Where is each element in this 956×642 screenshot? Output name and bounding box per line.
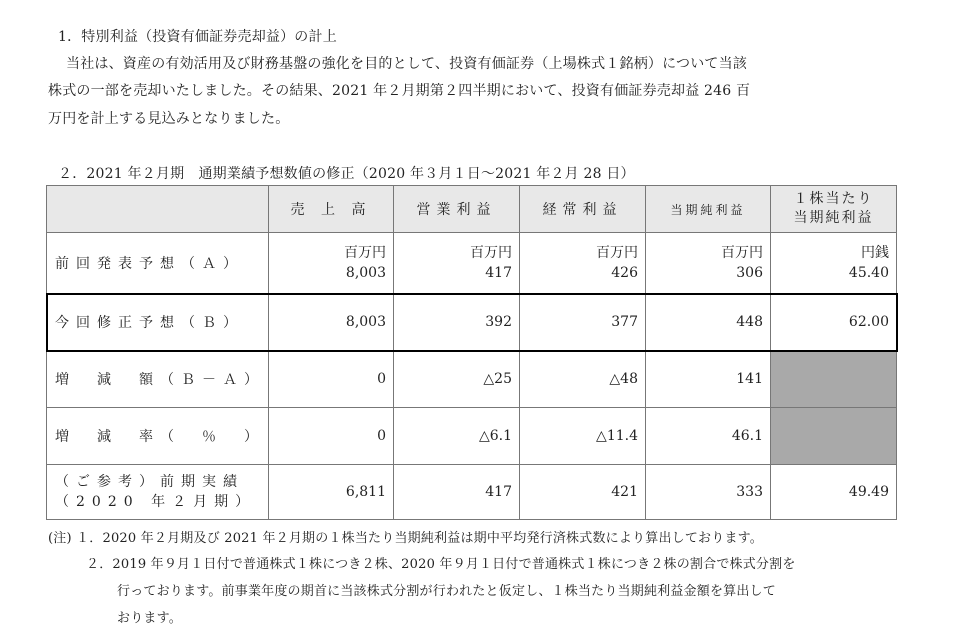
cell-sales: 0 — [269, 351, 394, 408]
row-label: 前回発表予想（Ａ） — [47, 233, 269, 294]
header-net-income: 当期純利益 — [646, 186, 771, 233]
value: 45.40 — [848, 265, 889, 281]
table-header-row — [47, 186, 897, 233]
cell-net-income: 141 — [646, 351, 771, 408]
cell-net-income: 46.1 — [646, 408, 771, 465]
note-2-line3: おります。 — [117, 611, 182, 626]
cell-ordinary-income: △48 — [520, 351, 646, 408]
table-row-change-rate — [47, 408, 897, 465]
cell-sales — [269, 233, 394, 294]
table-row-difference — [47, 351, 897, 408]
cell-sales: 8,003 — [269, 294, 394, 351]
table-row-previous-forecast — [47, 233, 897, 294]
cell-operating-income: △6.1 — [394, 408, 520, 465]
value: 8,003 — [345, 265, 386, 281]
cell-eps — [771, 233, 897, 294]
value: 417 — [485, 265, 512, 281]
header-eps-line1: １株当たり — [793, 191, 874, 207]
row-label: 今回修正予想（Ｂ） — [47, 294, 269, 351]
cell-sales: 6,811 — [269, 465, 394, 520]
unit-million-yen: 百万円 — [596, 245, 638, 261]
note-2-line2: 行っております。前事業年度の期首に当該株式分割が行われたと仮定し、１株当たり当期純利益金額を算出して — [117, 584, 776, 599]
cell-operating-income — [394, 233, 520, 294]
header-operating-income: 営業利益 — [394, 186, 520, 233]
cell-ordinary-income: 377 — [520, 294, 646, 351]
cell-operating-income: △25 — [394, 351, 520, 408]
row-label: 増 減 額（Ｂ－Ａ） — [47, 351, 269, 408]
table-row-revised-forecast — [47, 294, 897, 351]
table-row-prior-year-actual — [47, 465, 897, 520]
unit-million-yen: 百万円 — [344, 245, 386, 261]
cell-operating-income: 392 — [394, 294, 520, 351]
forecast-revision-table — [46, 185, 897, 520]
cell-ordinary-income: △11.4 — [520, 408, 646, 465]
note-2-line1: ２．2019 年９月１日付で普通株式１株につき２株、2020 年９月１日付で普通株式１株につき２株の割合で株式分割を — [86, 557, 796, 572]
note-1: (注) １．2020 年２月期及び 2021 年２月期の１株当たり当期純利益は期中平均発行済株式数により算出しております。 — [48, 531, 764, 546]
section2-title: ２．2021 年２月期 通期業績予想数値の修正（2020 年３月１日～2021 年２月 28 日） — [58, 166, 635, 182]
cell-eps-shaded — [771, 351, 897, 408]
section1-body-line2: 株式の一部を売却いたしました。その結果、2021 年２月期第２四半期において、投資有価証券売却益 246 百 — [48, 83, 751, 99]
cell-operating-income: 417 — [394, 465, 520, 520]
row-label — [47, 465, 269, 520]
cell-net-income: 333 — [646, 465, 771, 520]
row-label: 増 減 率（ ％ ） — [47, 408, 269, 465]
cell-eps-shaded — [771, 408, 897, 465]
header-eps-line2: 当期純利益 — [793, 210, 874, 226]
cell-net-income: 448 — [646, 294, 771, 351]
unit-yen-sen: 円銭 — [861, 245, 889, 261]
unit-million-yen: 百万円 — [470, 245, 512, 261]
header-ordinary-income: 経常利益 — [520, 186, 646, 233]
cell-net-income — [646, 233, 771, 294]
cell-eps: 49.49 — [771, 465, 897, 520]
header-blank — [47, 186, 269, 233]
row-label-line1: （ご参考）前期実績 — [55, 474, 244, 490]
row-label-line2: （2020 年２月期） — [55, 494, 257, 510]
unit-million-yen: 百万円 — [721, 245, 763, 261]
value: 306 — [736, 265, 763, 281]
header-eps — [771, 186, 897, 233]
cell-ordinary-income: 421 — [520, 465, 646, 520]
section1-body-line3: 万円を計上する見込みとなりました。 — [48, 111, 290, 127]
cell-sales: 0 — [269, 408, 394, 465]
value: 426 — [611, 265, 638, 281]
cell-eps: 62.00 — [771, 294, 897, 351]
header-sales: 売 上 高 — [269, 186, 394, 233]
cell-ordinary-income — [520, 233, 646, 294]
section1-title: 1．特別利益（投資有価証券売却益）の計上 — [58, 29, 337, 45]
section1-body-line1: 当社は、資産の有効活用及び財務基盤の強化を目的として、投資有価証券（上場株式１銘柄）について当該 — [66, 56, 748, 72]
